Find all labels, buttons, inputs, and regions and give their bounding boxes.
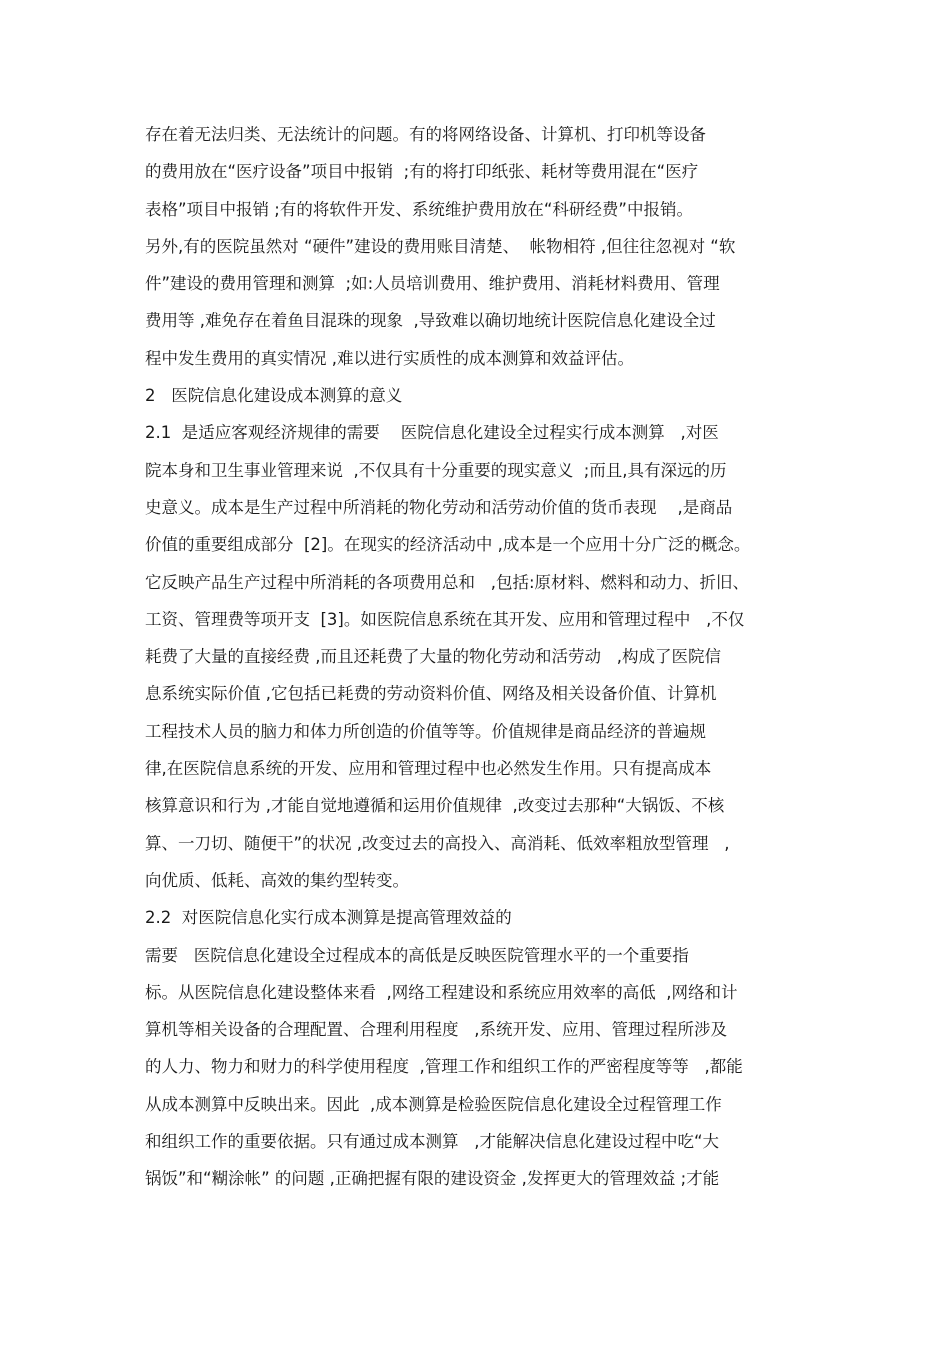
- subsection-heading-line: 2.2 对医院信息化实行成本测算是提高管理效益的: [145, 908, 512, 928]
- text-line: 律,在医院信息系统的开发、应用和管理过程中也必然发生作用。只有提高成本: [145, 759, 712, 779]
- text-line: 的费用放在“医疗设备”项目中报销 ;有的将打印纸张、耗材等费用混在“医疗: [145, 162, 699, 182]
- text-line: 息系统实际价值 ,它包括已耗费的劳动资料价值、网络及相关设备价值、计算机: [145, 684, 717, 704]
- text-line: 耗费了大量的直接经费 ,而且还耗费了大量的物化劳动和活劳动 ,构成了医院信: [145, 647, 721, 667]
- text-line: 核算意识和行为 ,才能自觉地遵循和运用价值规律 ,改变过去那种“大锅饭、不核: [145, 796, 725, 816]
- text-line: 费用等 ,难免存在着鱼目混珠的现象 ,导致难以确切地统计医院信息化建设全过: [145, 311, 716, 331]
- text-line: 另外,有的医院虽然对 “硬件”建设的费用账目清楚、 帐物相符 ,但往往忽视对 “软: [145, 236, 736, 256]
- text-line: 工资、管理费等项开支 [3]。如医院信息系统在其开发、应用和管理过程中 ,不仅: [145, 609, 745, 629]
- text-line: 存在着无法归类、无法统计的问题。有的将网络设备、计算机、打印机等设备: [145, 125, 706, 144]
- text-line: 算机等相关设备的合理配置、合理利用程度 ,系统开发、应用、管理过程所涉及: [145, 1020, 727, 1040]
- body-text: [145, 125, 815, 1207]
- text-line: 标。从医院信息化建设整体来看 ,网络工程建设和系统应用效率的高低 ,网络和计: [145, 982, 738, 1002]
- text-line: 表格”项目中报销 ;有的将软件开发、系统维护费用放在“科研经费”中报销。: [145, 199, 693, 219]
- text-line: 和组织工作的重要依据。只有通过成本测算 ,才能解决信息化建设过程中吃“大: [145, 1132, 720, 1152]
- text-line: 院本身和卫生事业管理来说 ,不仅具有十分重要的现实意义 ;而且,具有深远的历: [145, 460, 727, 480]
- text-line: 程中发生费用的真实情况 ,难以进行实质性的成本测算和效益评估。: [145, 348, 634, 368]
- text-line: 史意义。成本是生产过程中所消耗的物化劳动和活劳动价值的货币表现 ,是商品: [145, 497, 733, 517]
- text-line: 需要 医院信息化建设全过程成本的高低是反映医院管理水平的一个重要指: [145, 945, 689, 965]
- text-line: 锅饭”和“糊涂帐” 的问题 ,正确把握有限的建设资金 ,发挥更大的管理效益 ;才能: [145, 1169, 720, 1189]
- text-line: 它反映产品生产过程中所消耗的各项费用总和 ,包括:原材料、燃料和动力、折旧、: [145, 572, 750, 592]
- text-line: 件”建设的费用管理和测算 ;如:人员培训费用、维护费用、消耗材料费用、管理: [145, 274, 720, 294]
- text-line: 向优质、低耗、高效的集约型转变。: [145, 870, 409, 890]
- text-line: 工程技术人员的脑力和体力所创造的价值等等。价值规律是商品经济的普遍规: [145, 721, 706, 741]
- subsection-heading-line: 2.1 是适应客观经济规律的需要 医院信息化建设全过程实行成本测算 ,对医: [145, 423, 719, 443]
- text-line: 算、一刀切、随便干”的状况 ,改变过去的高投入、高消耗、低效率粗放型管理 ,: [145, 833, 730, 853]
- text-line: 从成本测算中反映出来。因此 ,成本测算是检验医院信息化建设全过程管理工作: [145, 1094, 722, 1114]
- section-heading: 2 医院信息化建设成本测算的意义: [145, 386, 403, 406]
- text-line: 价值的重要组成部分 [2]。在现实的经济活动中 ,成本是一个应用十分广泛的概念。: [145, 535, 751, 555]
- text-line: 的人力、物力和财力的科学使用程度 ,管理工作和组织工作的严密程度等等 ,都能: [145, 1057, 743, 1077]
